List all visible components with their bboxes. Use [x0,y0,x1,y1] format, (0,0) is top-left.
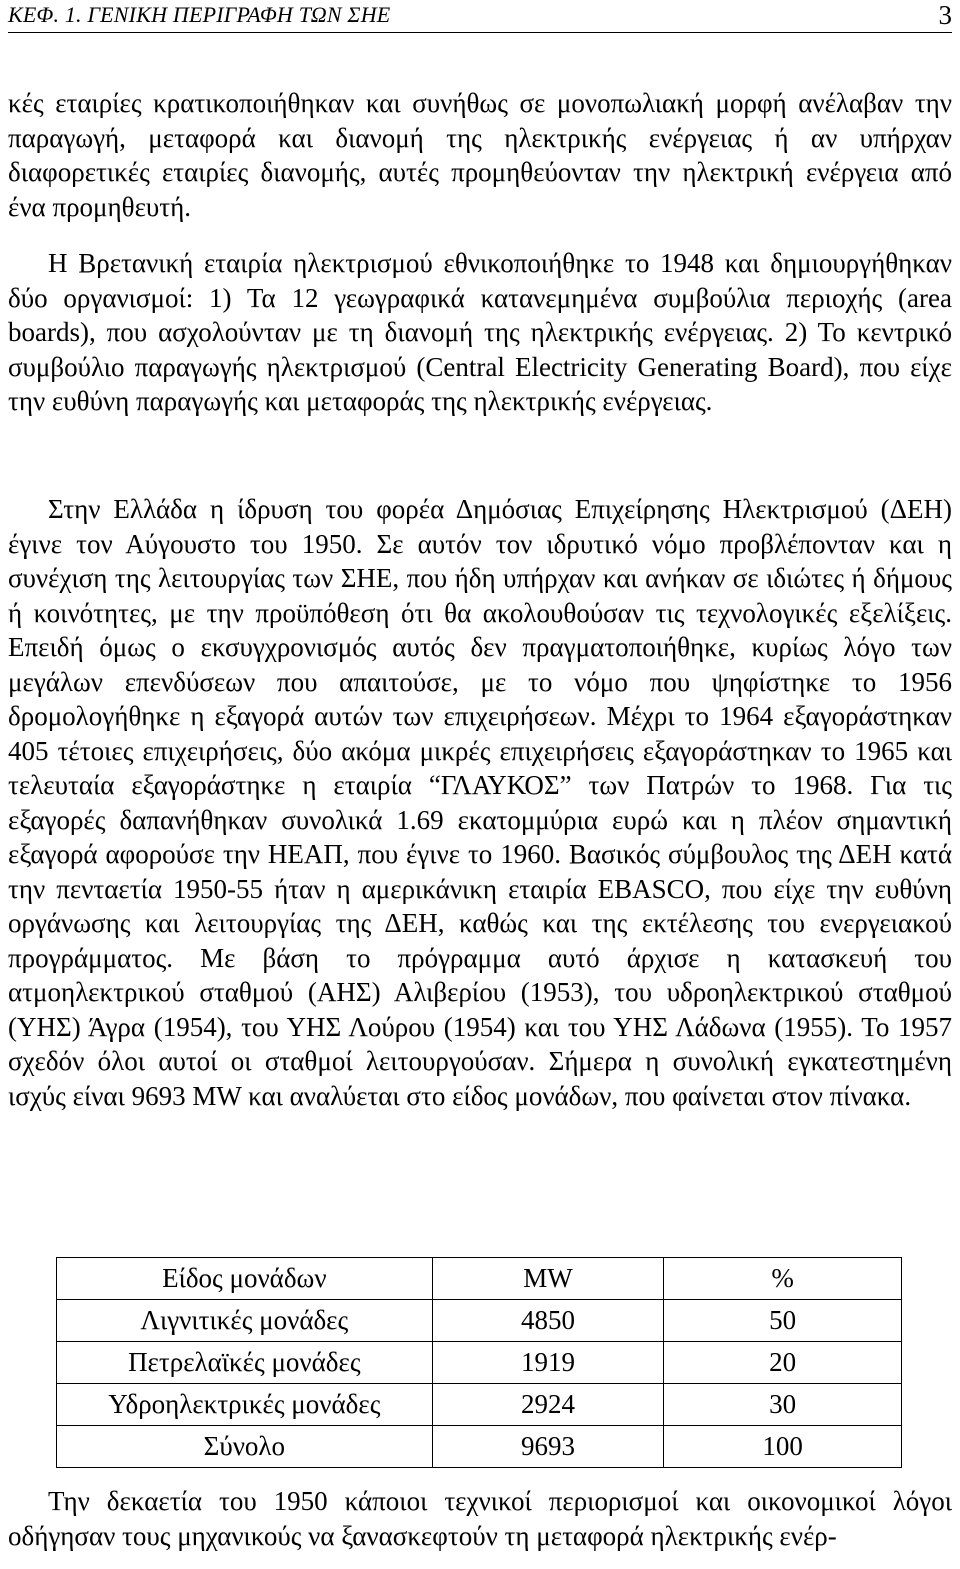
page-header [8,0,952,30]
table-cell: Πετρελαϊκές μονάδες [57,1342,433,1384]
header-rule [8,32,952,33]
paragraph-1950s [8,1484,952,1553]
paragraph-greek-dei [8,492,952,1113]
table-header-cell: Είδος μονάδων [57,1258,433,1300]
table-cell: 1919 [432,1342,664,1384]
table-cell: 30 [664,1384,902,1426]
table-cell: 4850 [432,1300,664,1342]
table-cell: Υδροηλεκτρικές μονάδες [57,1384,433,1426]
table-cell: 20 [664,1342,902,1384]
table-header-row [57,1258,902,1300]
table-row [57,1300,902,1342]
paragraph-text: Η Βρετανική εταιρία ηλεκτρισμού εθνικοποιήθηκε το 1948 και δημιουργήθηκαν δύο οργανισμοί: 1) Τα 12 γεωγραφικά κατανεμημένα συμβούλια περιοχής (area boards), που ασχολούνταν με τη διανομή της ηλεκτρικής ενέργειας. 2) Το κεντρικό συμβούλιο παραγωγής ηλεκτρισμού (Central Electricity Generating Board), που είχε την ευθύνη παραγωγής και μεταφοράς της ηλεκτρικής ενέργειας. [8,248,952,416]
table-cell: 9693 [432,1426,664,1468]
paragraph-text: κές εταιρίες κρατικοποιήθηκαν και συνήθως σε μονοπωλιακή μορφή ανέλαβαν την παραγωγή, μεταφορά και διανομή της ηλεκτρικής ενέργειας ή αν υπήρχαν διαφορετικές εταιρίες διανομής, αυτές προμηθεύονταν την ηλεκτρική ενέργεια από ένα προμηθευτή. [8,88,952,222]
capacity-table-grid [56,1257,902,1468]
table-cell: Σύνολο [57,1426,433,1468]
paragraph-british-electricity [8,246,952,419]
paragraph-continuation [8,86,952,224]
table-row [57,1342,902,1384]
table-cell: 100 [664,1426,902,1468]
paragraph-text: Την δεκαετία του 1950 κάποιοι τεχνικοί περιορισμοί και οικονομικοί λόγοι οδήγησαν τους μηχανικούς να ξανασκεφτούν τη μεταφορά ηλεκτρικής ενέρ- [8,1486,952,1551]
running-head: ΚΕΦ. 1. ΓΕΝΙΚΗ ΠΕΡΙΓΡΑΦΗ ΤΩΝ ΣΗΕ [8,2,391,27]
table-header-cell: % [664,1258,902,1300]
table-header-cell: MW [432,1258,664,1300]
table-row [57,1384,902,1426]
table-row-total [57,1426,902,1468]
table-cell: 2924 [432,1384,664,1426]
page-number: 3 [938,0,952,30]
table-cell: Λιγνιτικές μονάδες [57,1300,433,1342]
table-cell: 50 [664,1300,902,1342]
capacity-table [56,1257,902,1468]
paragraph-text: Στην Ελλάδα η ίδρυση του φορέα Δημόσιας Επιχείρησης Ηλεκτρισμού (ΔΕΗ) έγινε τον Αύγουστο του 1950. Σε αυτόν τον ιδρυτικό νόμο προβλέπονταν και η συνέχιση της λειτουργίας των ΣΗΕ, που ήδη υπήρχαν και ανήκαν σε ιδιώτες ή δήμους ή κοινότητες, με την προϋπόθεση ότι θα ακολουθούσαν τις τεχνολογικές εξελίξεις. Επειδή όμως ο εκσυγχρονισμός αυτός δεν πραγματοποιήθηκε, κυρίως λόγο των μεγάλων επενδύσεων που απαιτούσε, με το νόμο που ψηφίστηκε το 1956 δρομολογήθηκε η εξαγορά αυτών των επιχειρήσεων. Μέχρι το 1964 εξαγοράστηκαν 405 τέτοιες επιχειρήσεις, δύο ακόμα μικρές επιχειρήσεις εξαγοράστηκαν το 1965 και τελευταία εξαγοράστηκε η εταιρία “ΓΛΑΥΚΟΣ” των Πατρών το 1968. Για τις εξαγορές δαπανήθηκαν συνολικά 1.69 εκατομμύρια ευρώ και η πλέον σημαντική εξαγορά αφορούσε την ΗΕΑΠ, που έγινε το 1960. Βασικός σύμβουλος της ΔΕΗ κατά την πενταετία 1950-55 ήταν η αμερικάνικη εταιρία EBASCO, που είχε την ευθύνη οργάνωσης και λειτουργίας της ΔΕΗ, καθώς και της εκτέλεσης του ενεργειακού προγράμματος. Με βάση το πρόγραμμα αυτό άρχισε η κατασκευή του ατμοηλεκτρικού σταθμού (ΑΗΣ) Αλιβερίου (1953), του υδροηλεκτρικού σταθμού (ΥΗΣ) Άγρα (1954), του ΥΗΣ Λούρου (1954) και του ΥΗΣ Λάδωνα (1955). Το 1957 σχεδόν όλοι αυτοί οι σταθμοί λειτουργούσαν. Σήμερα η συνολική εγκατεστημένη ισχύς είναι 9693 MW και αναλύεται στο είδος μονάδων, που φαίνεται στον πίνακα. [8,494,952,1111]
